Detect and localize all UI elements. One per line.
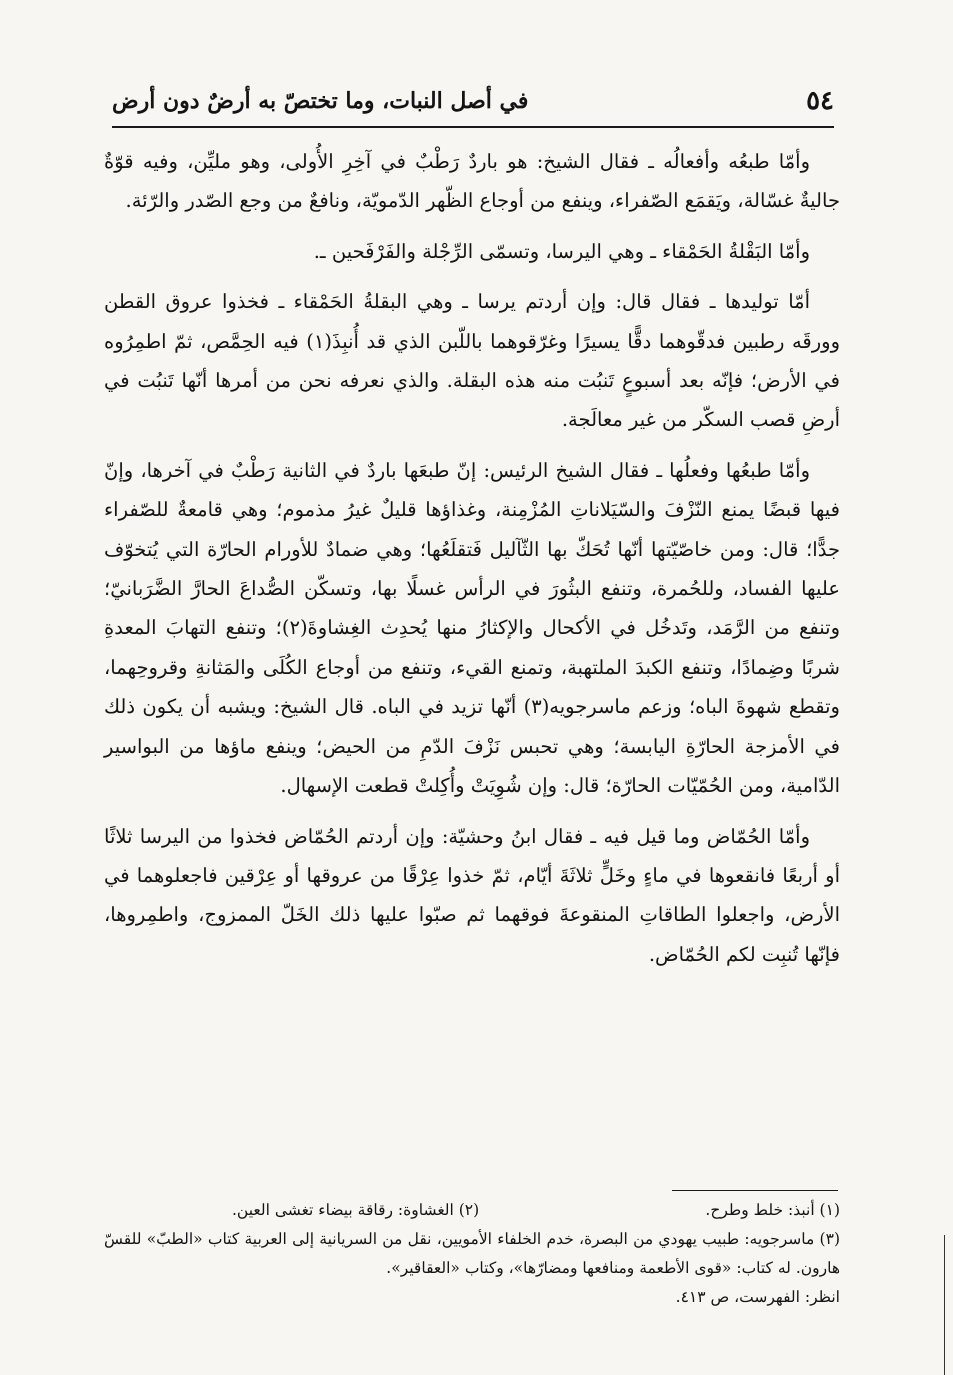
main-text (104, 142, 840, 985)
paragraph-1: وأمّا طبعُه وأفعالُه ـ فقال الشيخ: هو باردٌ رَطْبٌ في آخِرِ الأُولى، وهو مليِّن، وفيه قوّةٌ جاليةٌ غسّالة، ويَقمَع الصّفراء، وينفع من أوجاع الظّهر الدّمويّة، ونافعٌ من وجع الصّدر والرّئة. (104, 150, 840, 213)
page-header (112, 86, 834, 128)
footnote-3-reference: انظر: الفهرست، ص ٤١٣. (675, 1288, 840, 1306)
footnote-2: (٢) الغشاوة: رقاقة بيضاء تغشى العين. (232, 1201, 480, 1219)
paragraph-5: وأمّا الحُمّاض وما قيل فيه ـ فقال ابنُ وحشيّة: وإن أردتم الحُمّاض فخذوا من اليرسا ثلاثًا أو أربعًا فانقعوها في ماءٍ وخَلٍّ ثلاثَةَ أيّام، ثمّ خذوا عِرْقًا من عروقها أو عِرْقين فاجعلوهما في الأرض، واجعلوا الطاقاتِ المنقوعةَ فوقهما ثم صبّوا عليها ذلك الخَلّ الممزوج، واطمِروها، فإنّها تُنبِت لكم الحُمّاض. (104, 824, 840, 966)
footnote-row (104, 1196, 840, 1225)
running-title: في أصل النبات، وما تختصّ به أرضٌ دون أرض (112, 88, 529, 114)
paragraph-4: وأمّا طبعُها وفعلُها ـ فقال الشيخ الرئيس: إنّ طبعَها باردٌ في الثانية رَطْبٌ في آخرها، وإنّ فيها قبضًا يمنع النّزْفَ والسّيَلاناتِ المُزْمِنة، وغذاؤها قليلٌ غيرُ مذموم؛ وهي قامعةٌ للصّفراء جدًّا؛ قال: ومن خاصّيّتها أنّها تُحَكّ بها الثّآليل فَتقلَعُها؛ وهي ضمادٌ للأورام الحارّة التي يُتخوّف عليها الفساد، وللحُمرة، وتنفع البثُورَ في الرأس غسلًا بها، وتسكّن الصُّداعَ الحارَّ الضَّرَبانيّ؛ وتنفع من الرَّمَد، وتَدخُل في الأكحال والإكثارُ منها يُحدِث الغِشاوةَ(٢)؛ وتنفع التهابَ المعدةِ شربًا وضِمادًا، وتنفع الكبدَ الملتهبة، وتمنع القيء، وتنفع من أوجاع الكُلَى والمَثانةِ وقروحِهما، وتقطع شهوةَ الباه؛ وزعم ماسرجويه(٣) أنّها تزيد في الباه. قال الشيخ: ويشبه أن يكون ذلك في الأمزجة الحارّةِ اليابسة؛ وهي تحبس نَزْفَ الدّمِ من الحيض؛ وينفع ماؤها من البواسير الدّامية، ومن الحُمّيّات الحارّة؛ قال: وإن شُوِيَتْ وأُكِلتْ قطعت الإسهال. (104, 458, 840, 798)
paragraph-3: أمّا توليدها ـ فقال قال: وإن أردتم يرسا ـ وهي البقلةُ الحَمْقاء ـ فخذوا عروق القطن وورقَه رطبين فدقّوهما دقًّا يسيرًا وغرّقوهما باللّبن الذي قد أُنبِذَ(١) فيه الحِمَّص، ثمّ اطمِرُوه في الأرض؛ فإنّه بعد أسبوعٍ تَنبُت منه هذه البقلة. والذي نعرفه نحن من أمرها أنّها تَنبُت في أرضِ قصب السكّر من غير معالَجة. (104, 290, 840, 432)
footnote-1: (١) أنبذ: خلط وطرح. (705, 1201, 840, 1219)
footnote-3: (٣) ماسرجويه: طبيب يهودي من البصرة، خدم الخلفاء الأمويين، نقل من السريانية إلى العربية كتاب «الطبّ» للقسّ هارون. له كتاب: «قوى الأطعمة ومنافعها ومضارّها»، وكتاب «العقاقير». (104, 1230, 840, 1277)
footnote-separator (672, 1190, 838, 1191)
scan-edge-line (944, 1235, 945, 1375)
page-number: ٥٤ (806, 86, 834, 116)
footnotes (104, 1196, 840, 1312)
paragraph-2: وأمّا البَقْلةُ الحَمْقاء ـ وهي اليرسا، وتسمّى الرِّجْلة والفَرْفَحين ـ. (313, 239, 810, 263)
